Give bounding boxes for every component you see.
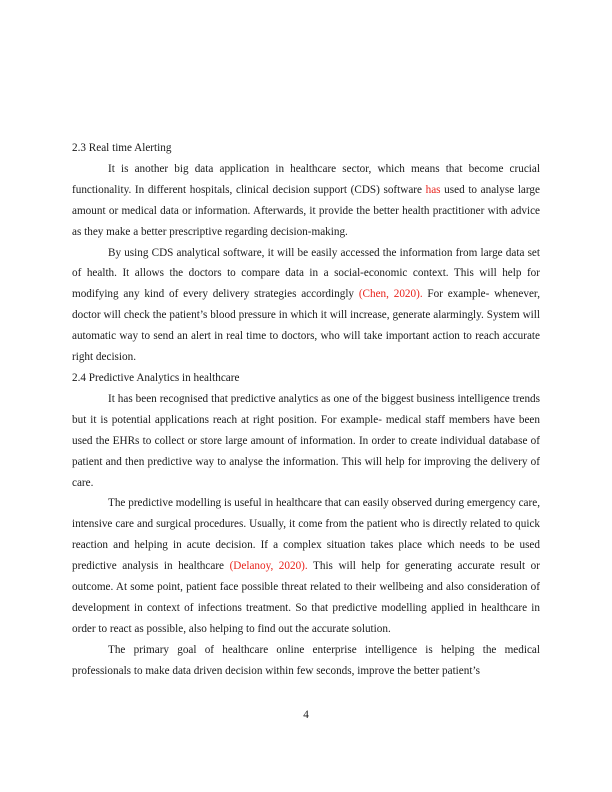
page-content <box>72 138 540 682</box>
paragraph-text: This will help for generating accurate result or outcome. At some point, patient face possible threat related to their wellbeing and also consideration of development in context of infections treatment. So that predictive modelling applied in healthcare in order to react as possible, also helping to find out the accurate solution. <box>72 560 540 635</box>
paragraph-predictive-analytics-1: It has been recognised that predictive analytics as one of the biggest business intelligence trends but it is potential applications reach at right position. For example- medical staff members have been used the EHRs to collect or store large amount of information. In order to create individual database of patient and then predictive way to analyse the information. This will help for improving the delivery of care. <box>72 392 540 489</box>
citation-delanoy-2020: (Delanoy, 2020). <box>229 560 308 573</box>
paragraph-text: For example- whenever, doctor will check the patient’s blood pressure in which it will increase, generate alarmingly. System will automatic way to send an alert in real time to doctors, who will take important action to reach accurate right decision. <box>72 288 540 364</box>
paragraph-text: By using CDS analytical software, it will be easily accessed the information from large data set of health. It allows the doctors to compare data in a social-economic context. This will help for modifying any kind of every delivery strategies accordingly <box>72 246 540 301</box>
paragraph-text: used to analyse large amount or medical data or information. Afterwards, it provide the better health practitioner with advice as they make a better prescriptive regarding decision-making. <box>72 183 540 238</box>
paragraph-predictive-analytics-3: The primary goal of healthcare online enterprise intelligence is helping the medical professionals to make data driven decision within few seconds, improve the better patient’s <box>72 643 540 677</box>
page-number: 4 <box>303 709 309 721</box>
paragraph-real-time-alerting-2 <box>72 243 540 368</box>
highlighted-word: has <box>425 183 441 196</box>
section-heading-predictive-analytics: 2.4 Predictive Analytics in healthcare <box>72 371 240 384</box>
paragraph-text: It is another big data application in healthcare sector, which means that become crucial functionality. In different hospitals, clinical decision support (CDS) software <box>72 162 540 196</box>
citation-chen-2020: (Chen, 2020). <box>358 288 423 301</box>
paragraph-text: The predictive modelling is useful in healthcare that can easily observed during emergency care, intensive care and surgical procedures. Usually, it come from the patient who is directly related to quick reaction and helping in acute decision. If a complex situation takes place which needs to be used predictive analysis in healthcare <box>72 497 540 573</box>
section-heading-real-time-alerting: 2.3 Real time Alerting <box>72 142 172 154</box>
paragraph-real-time-alerting-1 <box>72 159 540 243</box>
paragraph-predictive-analytics-2 <box>72 493 540 639</box>
